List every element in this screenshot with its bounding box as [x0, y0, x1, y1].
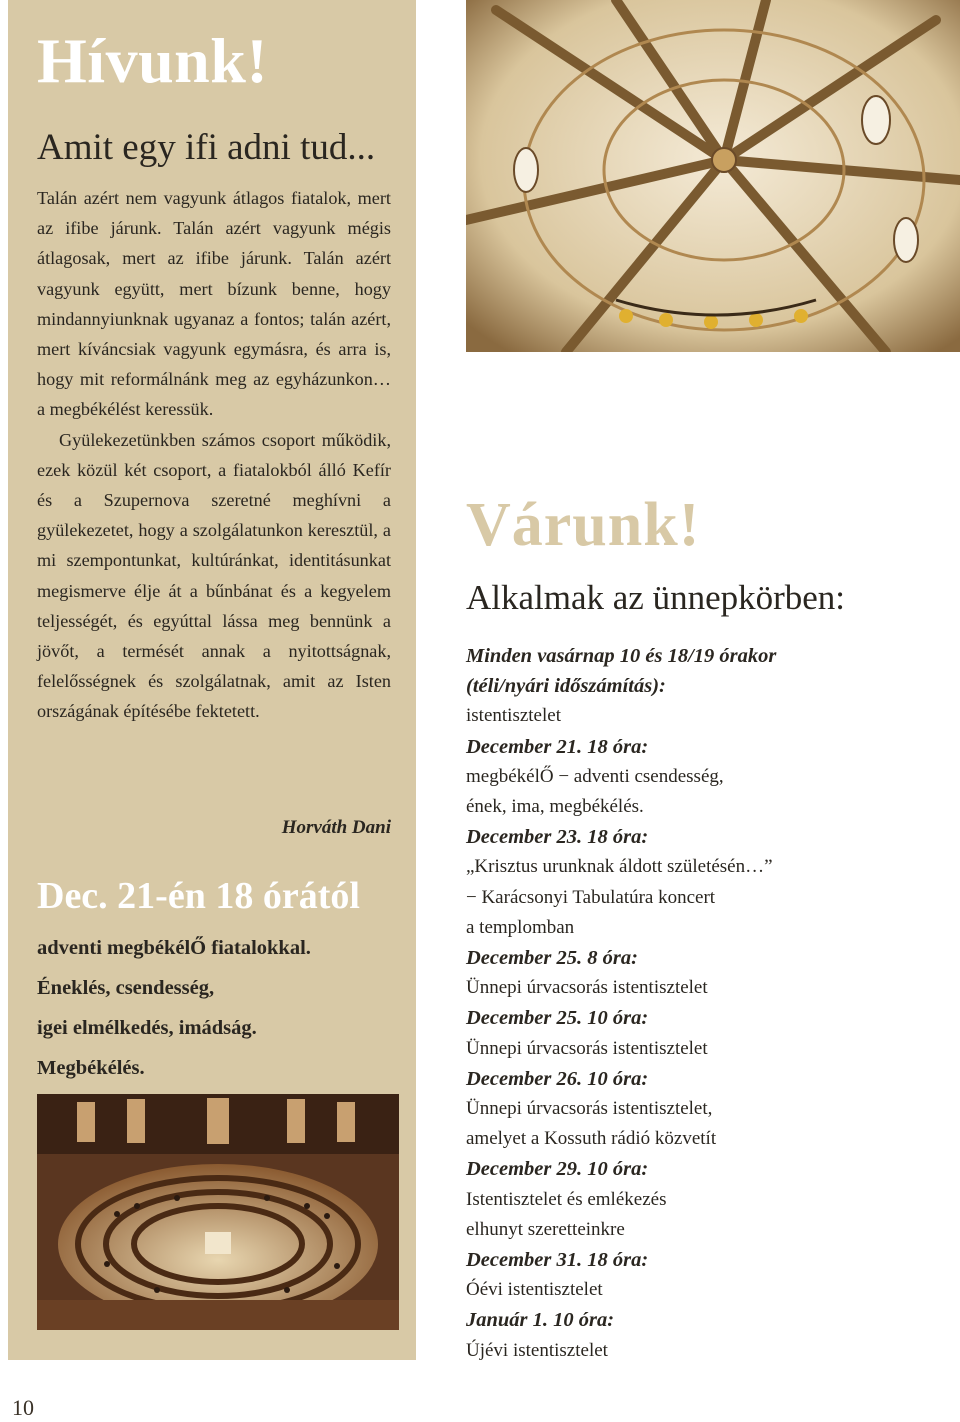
event-line: Megbékélés. — [37, 1057, 145, 1079]
schedule-item — [466, 1305, 956, 1365]
schedule-item — [466, 1245, 956, 1305]
schedule-what: ének, ima, megbékélés. — [466, 796, 644, 818]
schedule-what: amelyet a Kossuth rádió közvetít — [466, 1128, 717, 1150]
schedule-when: December 21. 18 óra: — [466, 735, 649, 758]
event-line: Éneklés, csendesség, — [37, 977, 215, 999]
schedule-what: Ünnepi úrvacsorás istentisztelet — [466, 1037, 708, 1059]
schedule-item — [466, 1154, 956, 1245]
schedule-when: December 25. 8 óra: — [466, 947, 638, 970]
schedule-what: Óévi istentisztelet — [466, 1279, 603, 1301]
page-number: 10 — [12, 1395, 34, 1420]
right-heading: Várunk! — [466, 491, 701, 559]
right-subtitle: Alkalmak az ünnepkörben: — [466, 578, 846, 617]
schedule-what: istentisztelet — [466, 705, 561, 727]
schedule-what: „Krisztus urunknak áldott születésén…” — [466, 856, 773, 878]
schedule-when: December 31. 18 óra: — [466, 1249, 649, 1272]
schedule-what: − Karácsonyi Tabulatúra koncert — [466, 886, 716, 908]
article-paragraph-1: Talán azért nem vagyunk átlagos fiatalok, mert az ifibe járunk. Talán azért vagyunk mégis átlagosak, mert az ifibe járunk. Talán azért vagyunk együtt, mert bízunk benne, hogy mindannyiunknak ugyanaz a fontos; talán azért, mert kíváncsiak vagyunk egymásra, és arra is, hogy mit reformálnánk meg az egyházunkon… a megbékélést keressük. — [37, 188, 391, 420]
schedule-when: December 29. 10 óra: — [466, 1158, 649, 1181]
schedule-when: December 23. 18 óra: — [466, 826, 649, 849]
schedule-when: Január 1. 10 óra: — [466, 1309, 615, 1332]
schedule-when: Minden vasárnap 10 és 18/19 órakor — [466, 645, 777, 667]
schedule-what: megbékélŐ − adventi csendesség, — [466, 765, 724, 787]
schedule-item — [466, 641, 956, 732]
schedule-item — [466, 822, 956, 943]
schedule-when: December 26. 10 óra: — [466, 1067, 649, 1090]
church-interior-illustration — [37, 1094, 399, 1330]
schedule-when: (téli/nyári időszámítás): — [466, 675, 666, 698]
schedule-item — [466, 732, 956, 823]
schedule-item — [466, 1064, 956, 1155]
church-dome-photo — [466, 0, 960, 352]
schedule-item — [466, 943, 956, 1003]
schedule-what: elhunyt szeretteinkre — [466, 1218, 625, 1240]
event-heading: Dec. 21-én 18 órától — [37, 875, 360, 917]
church-dome-illustration — [466, 0, 960, 352]
schedule-what: Újévi istentisztelet — [466, 1339, 608, 1361]
article-author: Horváth Dani — [281, 817, 391, 838]
schedule-what: Ünnepi úrvacsorás istentisztelet — [466, 977, 708, 999]
article-text — [37, 183, 391, 727]
left-panel — [8, 0, 416, 1360]
left-heading: Hívunk! — [37, 25, 269, 96]
schedule-what: Ünnepi úrvacsorás istentisztelet, — [466, 1098, 713, 1120]
left-subtitle: Amit egy ifi adni tud... — [37, 127, 376, 168]
event-line: igei elmélkedés, imádság. — [37, 1017, 257, 1039]
article-paragraph-2: Gyülekezetünkben számos csoport működik, ezek közül két csoport, a fiatalokból álló Kefír és a Szupernova szeretné meghívni a gyülekezetet, hogy a szolgálatunkon keresztül, a mi szempontunkat, kultúránkat, identitásunkat megismerve élje át a bűnbánat és a kegyelem teljességét, és egyúttal lássa meg bennünk a jövőt, a termését annak a nyitottságnak, felelősségnek és szolgálatnak, amit az Isten országának építésébe fektetett. — [37, 429, 391, 722]
event-invite — [37, 928, 397, 1088]
schedule-list — [466, 641, 956, 1366]
schedule-when: December 25. 10 óra: — [466, 1007, 649, 1030]
schedule-what: a templomban — [466, 916, 575, 938]
schedule-item — [466, 1003, 956, 1063]
schedule-what: Istentisztelet és emlékezés — [466, 1188, 667, 1210]
event-line: adventi megbékélŐ fiatalokkal. — [37, 937, 311, 959]
church-interior-photo — [37, 1094, 399, 1330]
